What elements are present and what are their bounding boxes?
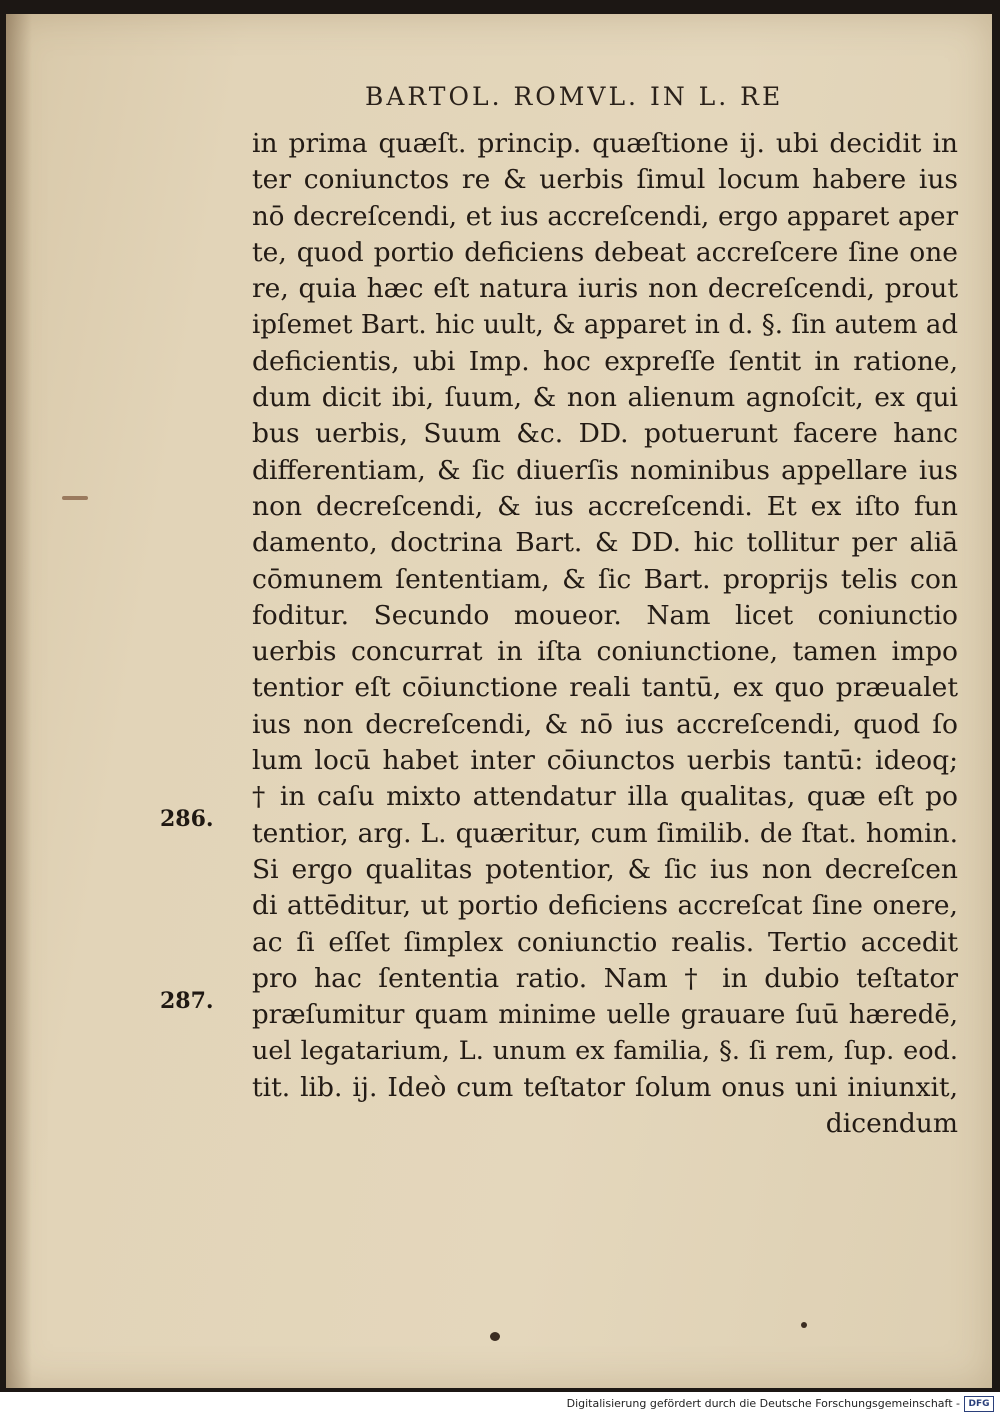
- text-line: foditur. Secundo moueor. Nam licet coniunctio: [252, 599, 958, 631]
- text-line: ius non decreſcendi, & nō ius accreſcendi, quod ſo: [252, 708, 958, 740]
- text-line: differentiam, & ſic diuerſis nominibus appellare ius: [252, 454, 958, 486]
- digitization-footer: [0, 1392, 1000, 1417]
- text-line: ter coniunctos re & uerbis ſimul locum habere ius: [252, 164, 958, 196]
- text-line: cōmunem ſententiam, & ſic Bart. proprijs telis con: [252, 563, 958, 595]
- margin-note-286: 286.: [160, 806, 214, 832]
- text-line: præſumitur quam minime uelle grauare ſuū hæredē,: [252, 1000, 958, 1031]
- ink-speck: [490, 1332, 500, 1341]
- text-line: † in caſu mixto attendatur illa qualitas, quæ eſt po: [252, 781, 958, 813]
- text-line: di attēditur, ut portio deficiens accreſcat ſine onere,: [252, 890, 958, 922]
- text-line: te, quod portio deficiens debeat accreſcere ſine one: [252, 236, 958, 268]
- text-line: Si ergo qualitas potentior, & ſic ius non decreſcen: [252, 853, 958, 885]
- text-line: in prima quæſt. princip. quæſtione ij. ubi decidit in: [252, 128, 958, 159]
- text-line: deficientis, ubi Imp. hoc expreſſe ſentit in ratione,: [252, 345, 958, 377]
- catchword: dicendum: [825, 1108, 958, 1140]
- margin-note-287: 287.: [160, 988, 214, 1014]
- funding-notice: Digitalisierung gefördert durch die Deutsche Forschungsgemeinschaft -: [566, 1397, 960, 1410]
- text-line: ac ſi eſſet ſimplex coniunctio realis. Tertio accedit: [252, 926, 958, 958]
- text-line: lum locū habet inter cōiunctos uerbis tantū: ideoq;: [252, 745, 958, 777]
- text-line: tit. lib. ij. Ideò cum teſtator ſolum onus uni iniunxit,: [252, 1071, 958, 1103]
- text-line: uel legatarium, L. unum ex familia, §. ſi rem, ſup. eod.: [252, 1036, 958, 1067]
- body-text: [252, 126, 958, 1142]
- text-line: ipſemet Bart. hic uult, & apparet in d. §. ſin autem ad: [252, 310, 958, 341]
- ink-speck: [62, 496, 88, 500]
- running-head: BARTOL. ROMVL. IN L. RE: [365, 82, 784, 111]
- dfg-logo: DFG: [964, 1396, 994, 1412]
- text-line: damento, doctrina Bart. & DD. hic tollitur per aliā: [252, 527, 958, 559]
- text-line: non decreſcendi, & ius accreſcendi. Et ex iſto fun: [252, 490, 958, 522]
- text-line: tentior eſt cōiunctione reali tantū, ex quo præualet: [252, 672, 958, 704]
- text-line: nō decreſcendi, et ius accreſcendi, ergo apparet aper: [252, 201, 958, 232]
- text-line: bus uerbis, Suum &c. DD. potuerunt facere hanc: [252, 418, 958, 450]
- text-line: re, quia hæc eſt natura iuris non decreſcendi, prout: [252, 273, 958, 305]
- text-line: pro hac ſententia ratio. Nam † in dubio teſtator: [252, 962, 958, 994]
- text-line: dum dicit ibi, ſuum, & non alienum agnoſcit, ex qui: [252, 382, 958, 414]
- text-line: uerbis concurrat in iſta coniunctione, tamen impo: [252, 636, 958, 668]
- text-line: tentior, arg. L. quæritur, cum ſimilib. de ſtat. homin.: [252, 817, 958, 849]
- ink-speck: [801, 1322, 807, 1328]
